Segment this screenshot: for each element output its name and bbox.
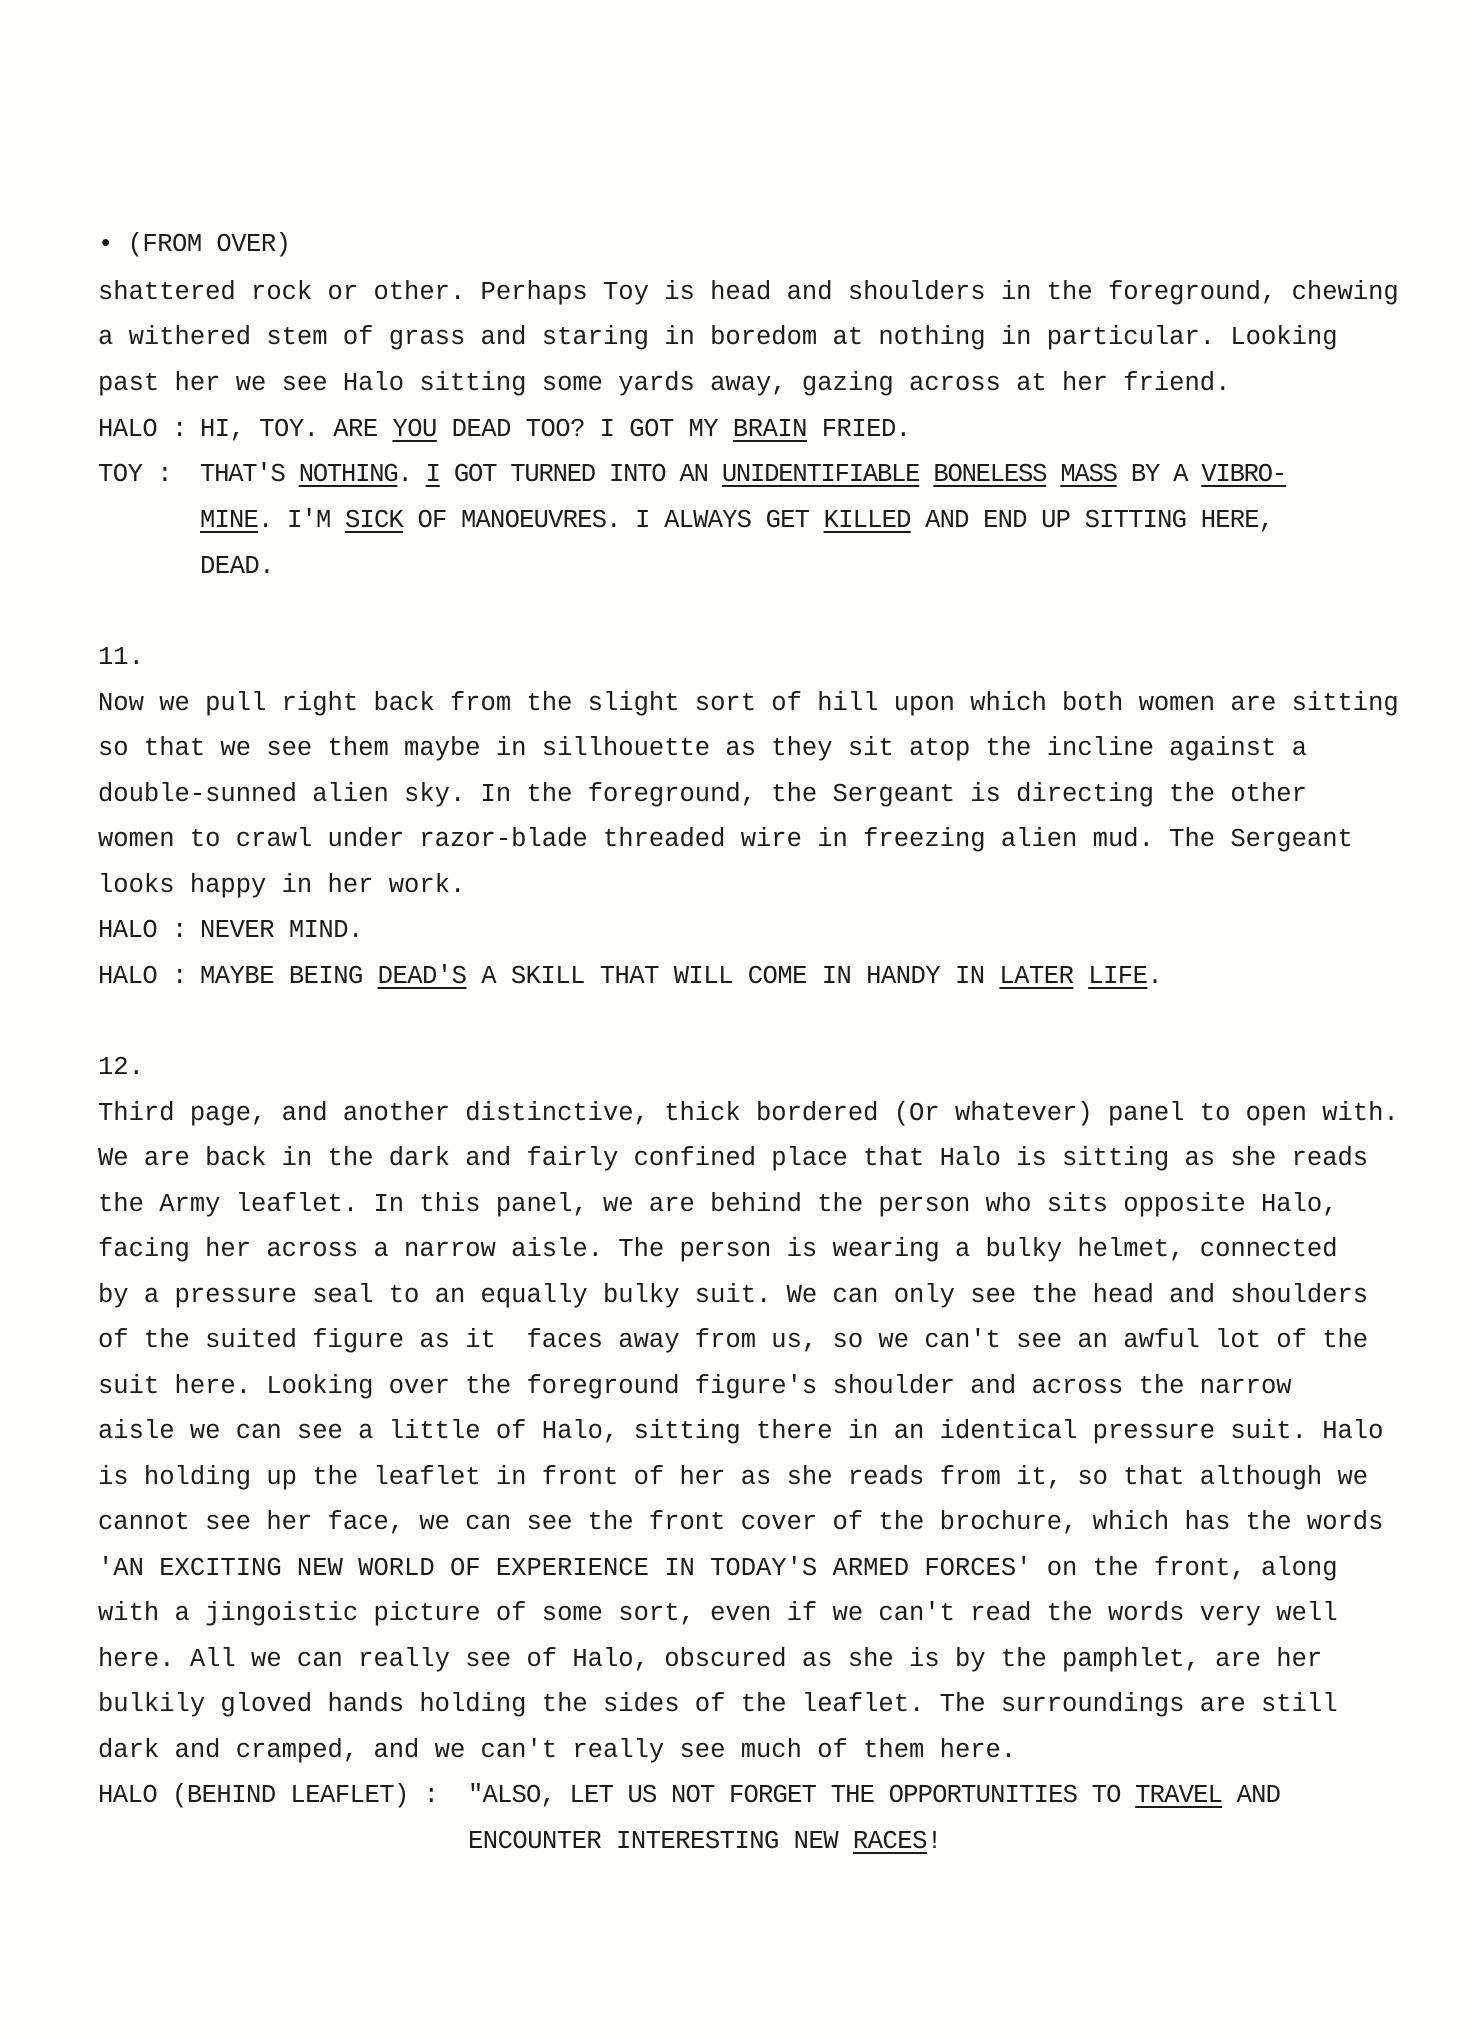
panel-description-line: facing her across a narrow aisle. The person is wearing a bulky helmet, connected bbox=[98, 1235, 1338, 1264]
panel-description-line: looks happy in her work. bbox=[98, 871, 466, 900]
underlined-word: VIBRO- bbox=[1201, 460, 1286, 489]
panel-number-12: 12. bbox=[98, 1053, 144, 1082]
dialogue-speaker-toy: TOY : bbox=[98, 460, 173, 489]
panel-description-line: aisle we can see a little of Halo, sitting there in an identical pressure suit. Halo bbox=[98, 1417, 1384, 1446]
dialogue-text: FRIED. bbox=[806, 415, 911, 444]
panel-description-line: dark and cramped, and we can't really see much of them here. bbox=[98, 1736, 1017, 1765]
panel-description-line: with a jingoistic picture of some sort, even if we can't read the words very well bbox=[98, 1599, 1338, 1628]
panel-description-line: suit here. Looking over the foreground figure's shoulder and across the narrow bbox=[98, 1372, 1292, 1401]
dialogue-text: AND bbox=[1222, 1781, 1281, 1810]
underlined-word: RACES bbox=[852, 1827, 927, 1856]
dialogue-line-toy bbox=[200, 506, 1273, 536]
underlined-word: MASS bbox=[1060, 460, 1117, 489]
dialogue-line-halo bbox=[200, 415, 911, 445]
dialogue-line-toy: DEAD. bbox=[200, 552, 275, 581]
panel-description-line: a withered stem of grass and staring in boredom at nothing in particular. Looking bbox=[98, 323, 1338, 352]
underlined-word: KILLED bbox=[823, 506, 911, 535]
panel-description-line: so that we see them maybe in sillhouette as they sit atop the incline against a bbox=[98, 734, 1307, 763]
panel-description-line: 'AN EXCITING NEW WORLD OF EXPERIENCE IN TODAY'S ARMED FORCES' on the front, along bbox=[98, 1554, 1338, 1583]
dialogue-line-halo: NEVER MIND. bbox=[200, 916, 363, 945]
dialogue-text: . bbox=[1147, 962, 1163, 991]
dialogue-text: BY A bbox=[1116, 460, 1202, 489]
panel-description-line: past her we see Halo sitting some yards away, gazing across at her friend. bbox=[98, 369, 1231, 398]
underlined-word: NOTHING bbox=[298, 460, 398, 489]
panel-description-line: by a pressure seal to an equally bulky suit. We can only see the head and shoulders bbox=[98, 1281, 1369, 1310]
underlined-word: LIFE bbox=[1088, 962, 1148, 991]
panel-description-line: We are back in the dark and fairly confined place that Halo is sitting as she reads bbox=[98, 1144, 1369, 1173]
panel-description-line: cannot see her face, we can see the front cover of the brochure, which has the words bbox=[98, 1508, 1384, 1537]
dialogue-text: OF MANOEUVRES. I ALWAYS GET bbox=[403, 506, 824, 535]
dialogue-speaker-halo: HALO : bbox=[98, 415, 187, 444]
from-over-heading: • (FROM OVER) bbox=[98, 230, 291, 259]
panel-description-line: Now we pull right back from the slight sort of hill upon which both women are sitting bbox=[98, 689, 1399, 718]
dialogue-text bbox=[1046, 460, 1060, 489]
dialogue-speaker-halo: HALO : bbox=[98, 916, 187, 945]
panel-description-line: here. All we can really see of Halo, obscured as she is by the pamphlet, are her bbox=[98, 1645, 1323, 1674]
dialogue-text: GOT TURNED INTO AN bbox=[439, 460, 722, 489]
underlined-word: LATER bbox=[999, 962, 1074, 991]
dialogue-text: THAT'S bbox=[200, 460, 299, 489]
underlined-word: TRAVEL bbox=[1135, 1781, 1223, 1810]
panel-description-line: women to crawl under razor-blade threaded wire in freezing alien mud. The Sergeant bbox=[98, 825, 1353, 854]
dialogue-text: . bbox=[397, 460, 426, 489]
dialogue-text: A SKILL THAT WILL COME IN HANDY IN bbox=[466, 962, 1000, 991]
dialogue-text: HI, TOY. ARE bbox=[200, 415, 393, 444]
panel-description-line: double-sunned alien sky. In the foreground, the Sergeant is directing the other bbox=[98, 780, 1307, 809]
underlined-word: YOU bbox=[392, 415, 437, 444]
dialogue-line-halo bbox=[200, 962, 1162, 992]
panel-description-line: Third page, and another distinctive, thick bordered (Or whatever) panel to open with. bbox=[98, 1099, 1399, 1128]
underlined-word: MINE bbox=[200, 506, 259, 535]
dialogue-text bbox=[1073, 962, 1088, 991]
dialogue-text: AND END UP SITTING HERE, bbox=[910, 506, 1274, 535]
dialogue-line-toy bbox=[200, 460, 1286, 490]
panel-description-line: shattered rock or other. Perhaps Toy is head and shoulders in the foreground, chewing bbox=[98, 278, 1399, 307]
dialogue-text: MAYBE BEING bbox=[200, 962, 378, 991]
dialogue-text bbox=[919, 460, 933, 489]
underlined-word: BRAIN bbox=[732, 415, 807, 444]
underlined-word: UNIDENTIFIABLE bbox=[721, 460, 920, 489]
panel-description-line: of the suited figure as it faces away from us, so we can't see an awful lot of the bbox=[98, 1326, 1369, 1355]
dialogue-speaker-halo: HALO (BEHIND LEAFLET) : bbox=[98, 1781, 439, 1810]
dialogue-text: DEAD TOO? I GOT MY bbox=[436, 415, 733, 444]
underlined-word: I bbox=[425, 460, 440, 489]
underlined-word: BONELESS bbox=[933, 460, 1047, 489]
underlined-word: SICK bbox=[345, 506, 404, 535]
panel-description-line: is holding up the leaflet in front of her as she reads from it, so that although we bbox=[98, 1463, 1369, 1492]
dialogue-text: . I'M bbox=[258, 506, 346, 535]
panel-number-11: 11. bbox=[98, 643, 144, 672]
panel-description-line: the Army leaflet. In this panel, we are behind the person who sits opposite Halo, bbox=[98, 1190, 1338, 1219]
underlined-word: DEAD'S bbox=[377, 962, 467, 991]
dialogue-text: "ALSO, LET US NOT FORGET THE OPPORTUNITIES TO bbox=[468, 1781, 1136, 1810]
dialogue-line-halo bbox=[468, 1827, 942, 1857]
dialogue-text: ENCOUNTER INTERESTING NEW bbox=[468, 1827, 853, 1856]
dialogue-speaker-halo: HALO : bbox=[98, 962, 187, 991]
dialogue-line-halo bbox=[468, 1781, 1280, 1811]
dialogue-text: ! bbox=[926, 1827, 942, 1856]
panel-description-line: bulkily gloved hands holding the sides of the leaflet. The surroundings are still bbox=[98, 1690, 1338, 1719]
